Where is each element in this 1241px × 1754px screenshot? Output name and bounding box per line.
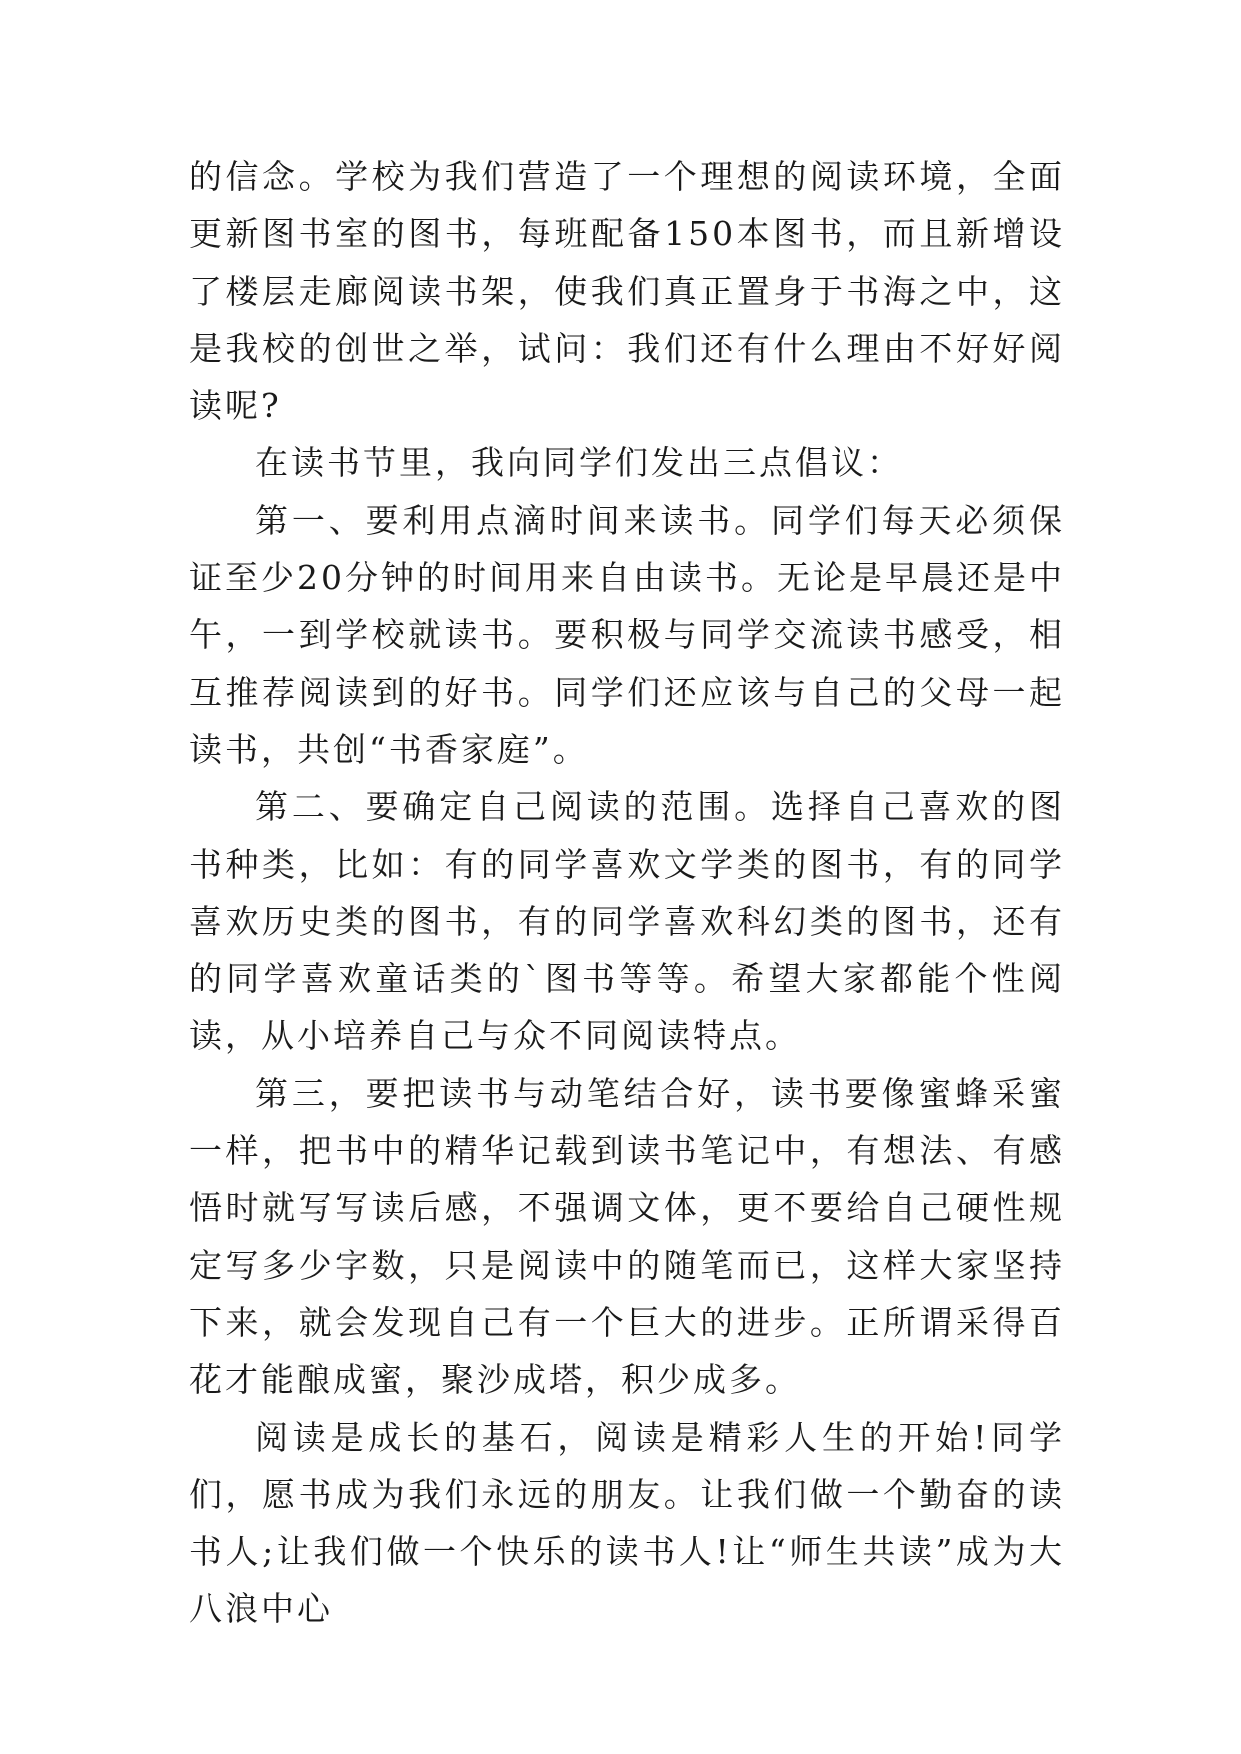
document-body [189,148,1065,1638]
paragraph-proposal-one: 第一、要利用点滴时间来读书。同学们每天必须保证至少20分钟的时间用来自由读书。无论是早晨还是中午，一到学校就读书。要积极与同学交流读书感受，相互推荐阅读到的好书。同学们还应该与自己的父母一起读书，共创“书香家庭”。 [189,500,1065,769]
paragraph-proposal-three: 第三，要把读书与动笔结合好，读书要像蜜蜂采蜜一样，把书中的精华记载到读书笔记中，有想法、有感悟时就写写读后感，不强调文体，更不要给自己硬性规定写多少字数，只是阅读中的随笔而已，这样大家坚持下来，就会发现自己有一个巨大的进步。正所谓采得百花才能酿成蜜，聚沙成塔，积少成多。 [189,1073,1065,1400]
paragraph-continuation: 的信念。学校为我们营造了一个理想的阅读环境，全面更新图书室的图书，每班配备150本图书，而且新增设了楼层走廊阅读书架，使我们真正置身于书海之中，这是我校的创世之举，试问：我们还有什么理由不好好阅读呢? [189,157,1065,426]
paragraph-closing: 阅读是成长的基石，阅读是精彩人生的开始!同学们，愿书成为我们永远的朋友。让我们做一个勤奋的读书人;让我们做一个快乐的读书人!让“师生共读”成为大八浪中心 [189,1417,1065,1629]
paragraph-initiative-intro: 在读书节里，我向同学们发出三点倡议： [255,443,903,483]
paragraph-proposal-two: 第二、要确定自己阅读的范围。选择自己喜欢的图书种类，比如：有的同学喜欢文学类的图书，有的同学喜欢历史类的图书，有的同学喜欢科幻类的图书，还有的同学喜欢童话类的`图书等等。希望大家都能个性阅读，从小培养自己与众不同阅读特点。 [189,787,1065,1056]
